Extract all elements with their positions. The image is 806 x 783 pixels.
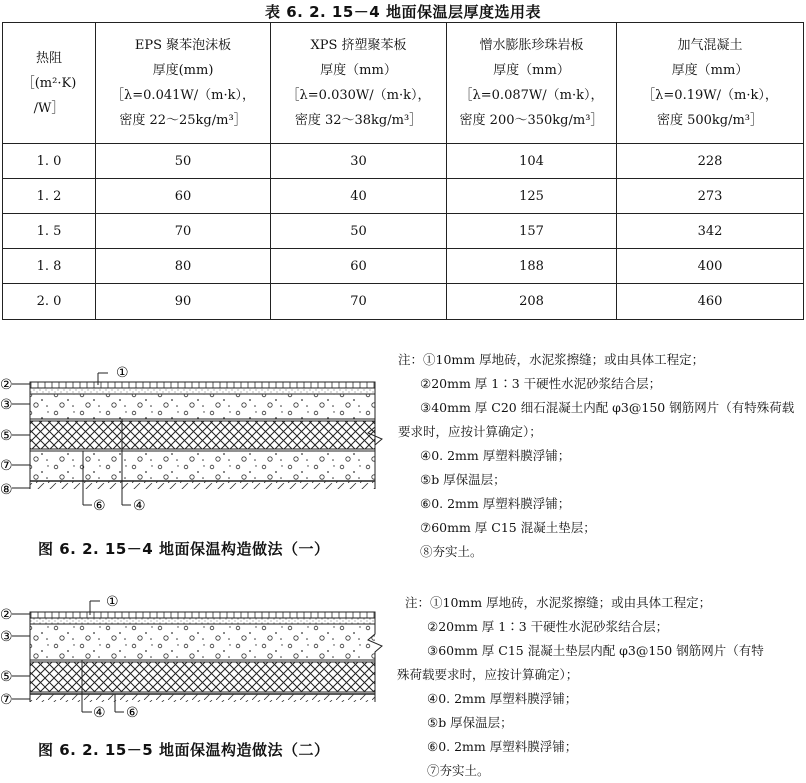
header-line: EPS 聚苯泡沫板 [134,38,232,53]
header-line: 密度 32～38kg/m³］ [294,113,423,128]
table-cell: 60 [96,179,271,214]
header-xps [271,23,447,144]
table-cell: 50 [271,214,447,249]
layer-label-2: ② [0,607,13,623]
layer-label-4: ④ [93,705,106,721]
table-cell: 40 [271,179,447,214]
note-line: ④0. 2mm 厚塑料膜浮铺； [427,691,578,706]
table-cell: 2. 0 [3,284,96,320]
header-line: 密度 200～350kg/m³］ [459,113,604,128]
layer-label-5: ⑤ [0,428,13,444]
table-cell: 90 [96,284,271,320]
header-eps [96,23,271,144]
table-cell: 1. 5 [3,214,96,249]
table-cell: 125 [447,179,617,214]
header-line: 密度 500kg/m³］ [656,113,764,128]
table-row [3,249,804,284]
header-thermal-resistance [3,23,96,144]
note-line: ⑤b 厚保温层； [427,715,513,730]
header-line: ［λ=0.19W/（m·k）， [642,88,778,103]
header-line: 厚度（mm） [320,63,397,78]
note-line: ④0. 2mm 厚塑料膜浮铺； [420,448,571,463]
table-cell: 30 [271,144,447,179]
header-line: 密度 22～25kg/m³］ [119,113,247,128]
thickness-table [2,22,804,320]
header-line: ［(m²·K) [21,75,77,91]
header-line: 加气混凝土 [677,38,743,53]
figure-notes-2 [397,591,764,783]
table-cell: 104 [447,144,617,179]
table-cell: 50 [96,144,271,179]
figure-caption-2: 图 6. 2. 15－5 地面保温构造做法（二） [38,741,330,759]
note-line: 注：①10mm 厚地砖，水泥浆擦缝；或由具体工程定； [405,595,712,610]
note-line: ⑥0. 2mm 厚塑料膜浮铺； [427,739,578,754]
header-line: 热阻 [35,50,62,66]
layer-label-4: ④ [133,498,146,514]
table-row [3,144,804,179]
layer-label-1: ① [106,594,119,610]
table-cell: 400 [617,249,804,284]
note-line: 殊荷载要求时，应按计算确定）； [397,667,579,682]
table-header-row [3,23,804,144]
note-line: ⑧夯实土。 [420,544,483,559]
table-cell: 1. 0 [3,144,96,179]
header-aerated-concrete [617,23,804,144]
layer-label-7: ⑦ [0,692,13,708]
table-cell: 228 [617,144,804,179]
table-cell: 460 [617,284,804,320]
note-line: ⑦60mm 厚 C15 混凝土垫层； [420,520,596,535]
note-line: ⑤b 厚保温层； [420,472,506,487]
note-line: ⑦夯实土。 [427,763,490,778]
note-line: ③40mm 厚 C20 细石混凝土内配 φ3@150 钢筋网片（有特殊荷载 [420,400,795,415]
layer-label-3: ③ [0,629,13,645]
layer-label-8: ⑧ [0,482,13,498]
header-line: ［λ=0.030W/（m·k）， [286,88,431,103]
table-cell: 1. 2 [3,179,96,214]
header-line: ［λ=0.087W/（m·k）， [459,88,604,103]
table-cell: 60 [271,249,447,284]
table-cell: 208 [447,284,617,320]
layer-label-2: ② [0,377,13,393]
header-line: ［λ=0.041W/（m·k）， [111,88,255,103]
table-title: 表 6. 2. 15－4 地面保温层厚度选用表 [265,3,541,21]
layer-label-6: ⑥ [93,498,106,514]
table-cell: 1. 8 [3,249,96,284]
note-line: ③60mm 厚 C15 混凝土垫层内配 φ3@150 钢筋网片（有特 [427,643,764,658]
note-line: 要求时，应按计算确定）； [398,424,542,439]
table-cell: 157 [447,214,617,249]
table-cell: 188 [447,249,617,284]
table-row [3,214,804,249]
header-line: 厚度（mm） [493,63,570,78]
layer-label-3: ③ [0,397,13,413]
layer-label-1: ① [116,365,129,381]
header-line: XPS 挤塑聚苯板 [310,38,407,53]
header-line: 憎水膨胀珍珠岩板 [479,38,584,53]
header-line: 厚度（mm） [671,63,749,78]
floor-section-diagram-2 [0,588,390,723]
table-row [3,179,804,214]
header-line: 厚度(mm) [152,63,214,78]
note-line: ⑥0. 2mm 厚塑料膜浮铺； [420,496,571,511]
header-perlite [447,23,617,144]
note-line: ②20mm 厚 1∶3 干硬性水泥砂浆结合层； [420,376,662,391]
note-line: 注：①10mm 厚地砖，水泥浆擦缝；或由具体工程定； [398,352,705,367]
layer-label-5: ⑤ [0,669,13,685]
table-cell: 342 [617,214,804,249]
layer-label-7: ⑦ [0,458,13,474]
figure-caption-1: 图 6. 2. 15－4 地面保温构造做法（一） [38,540,330,558]
table-cell: 70 [271,284,447,320]
table-cell: 70 [96,214,271,249]
table-cell: 273 [617,179,804,214]
table-row [3,284,804,320]
layer-label-6: ⑥ [126,705,139,721]
table-cell: 80 [96,249,271,284]
floor-section-diagram-1 [0,355,390,515]
header-line: /W］ [33,100,65,116]
figure-notes-1 [398,348,794,564]
note-line: ②20mm 厚 1∶3 干硬性水泥砂浆结合层； [427,619,669,634]
